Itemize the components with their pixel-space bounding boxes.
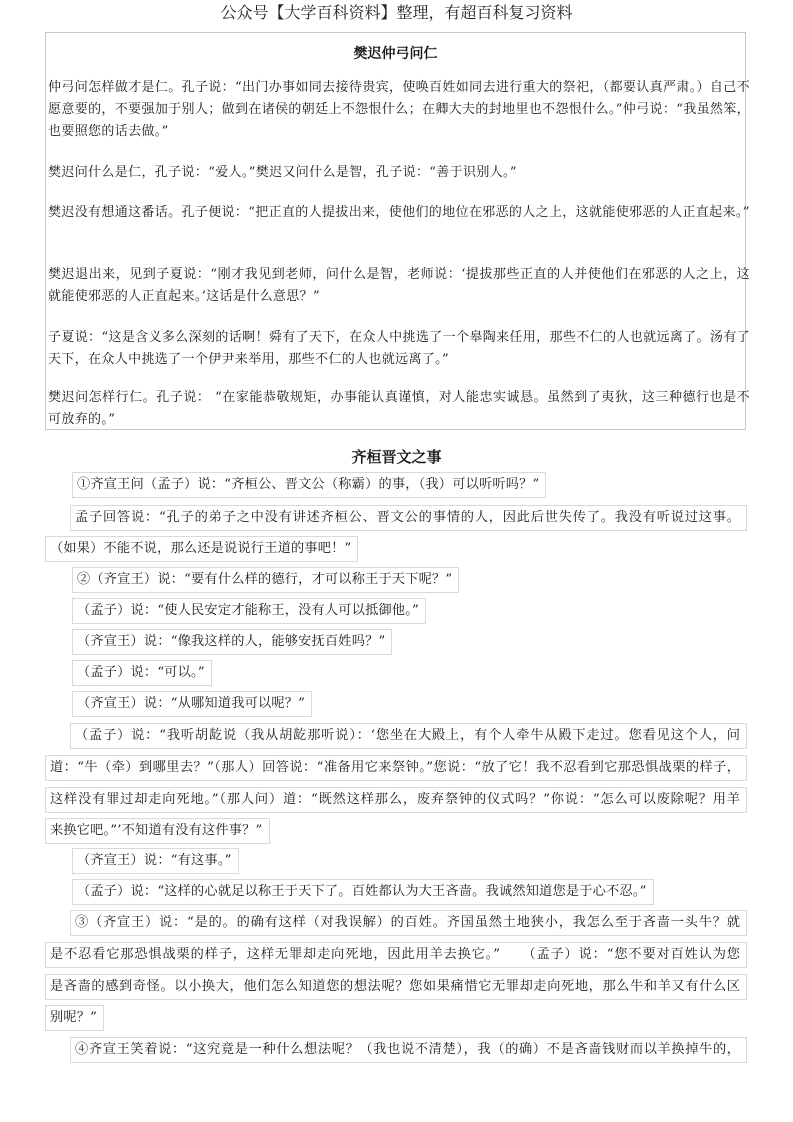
text-line: 来换它吧。”’不知道有没有这件事？” (45, 818, 270, 844)
text-line: 这样没有罪过却走向死地。”（那人问）道：“既然这样那么，废弃祭钟的仪式吗？”你说：“怎么可以废除呢？用羊 (45, 787, 747, 813)
text-line: （孟子）说：“我听胡龁说（我从胡龁那听说）：‘您坐在大殿上，有个人牵牛从殿下走过。您看见这个人，问 (70, 723, 747, 749)
text-line: （孟子）说：“这样的心就足以称王于天下了。百姓都认为大王吝啬。我诚然知道您是于心不忍。” (72, 879, 654, 905)
text-line: ②（齐宣王）说：“要有什么样的德行，才可以称王于天下呢？” (72, 567, 459, 593)
paragraph: 樊迟没有想通这番话。孔子便说：“把正直的人提拔出来，使他们的地位在邪恶的人之上，这就能使邪恶的人正直起来。” (48, 205, 750, 220)
text-line: 道：“牛（牵）到哪里去？”（那人）回答说：“准备用它来祭钟。”您说：“放了它！我不忍看到它那恐惧战栗的样子， (45, 755, 747, 781)
text-line: 孟子回答说：“孔子的弟子之中没有讲述齐桓公、晋文公的事情的人，因此后世失传了。我没有听说过这事。 (70, 505, 747, 531)
paragraph: 樊迟退出来，见到子夏说：“刚才我见到老师，问什么是智，老师说：‘提拔那些正直的人并使他们在邪恶的人之上，这就能使邪恶的人正直起来。’这话是什么意思？” (48, 267, 750, 304)
text-line: ①齐宣王问（孟子）说：“齐桓公、晋文公（称霸）的事，（我）可以听听吗？” (72, 472, 546, 498)
text-line: ④齐宣王笑着说：“这究竟是一种什么想法呢？（我也说不清楚），我（的确）不是吝啬钱财而以羊换掉牛的， (70, 1037, 747, 1063)
text-line: （齐宣王）说：“有这事。” (72, 848, 239, 874)
section-title-fanchi: 樊迟仲弓问仁 (353, 46, 438, 62)
section-title-qihuan: 齐桓晋文之事 (351, 448, 442, 466)
text-line: （齐宣王）说：“从哪知道我可以呢？” (72, 691, 312, 717)
text-line: 别呢？” (45, 1005, 104, 1031)
text-line: 是吝啬的感到奇怪。以小换大，他们怎么知道您的想法呢？您如果痛惜它无罪却走向死地，那么牛和羊又有什么区 (45, 974, 747, 1000)
section-fanchi-box (45, 32, 750, 430)
page-header: 公众号【大学百科资料】整理，有超百科复习资料 (220, 3, 573, 22)
text-line: （如果）不能不说，那么还是说说行王道的事吧！” (45, 536, 358, 562)
paragraph: 仲弓问怎样做才是仁。孔子说：“出门办事如同去接待贵宾，使唤百姓如同去进行重大的祭祀，（都要认真严肃。）自己不愿意要的，不要强加于别人；做到在诸侯的朝廷上不怨恨什么；在卿大夫的封地里也不怨恨什么。”仲弓说：“我虽然笨，也要照您的话去做。” (48, 80, 750, 139)
text-line: （孟子）说：“可以。” (72, 660, 212, 686)
paragraph: 子夏说：“这是含义多么深刻的话啊！舜有了天下，在众人中挑选了一个皋陶来任用，那些不仁的人也就远离了。汤有了天下，在众人中挑选了一个伊尹来举用，那些不仁的人也就远离了。” (48, 330, 750, 367)
paragraph: 樊迟问什么是仁，孔子说：“爱人。”樊迟又问什么是智，孔子说：“善于识别人。” (48, 165, 517, 180)
text-line: （孟子）说：“使人民安定才能称王，没有人可以抵御他。” (72, 598, 426, 624)
text-line: 是不忍看它那恐惧战栗的样子，这样无罪却走向死地，因此用羊去换它。” （孟子）说：“您不要对百姓认为您 (45, 942, 747, 968)
text-line: ③（齐宣王）说：“是的。的确有这样（对我误解）的百姓。齐国虽然土地狭小，我怎么至于吝啬一头牛？就 (70, 910, 747, 936)
paragraph: 樊迟问怎样行仁。孔子说： “在家能恭敬规矩，办事能认真谨慎，对人能忠实诚恳。虽然到了夷狄，这三种德行也是不可放弃的。” (48, 390, 750, 427)
text-line: （齐宣王）说：“像我这样的人，能够安抚百姓吗？” (72, 629, 392, 655)
